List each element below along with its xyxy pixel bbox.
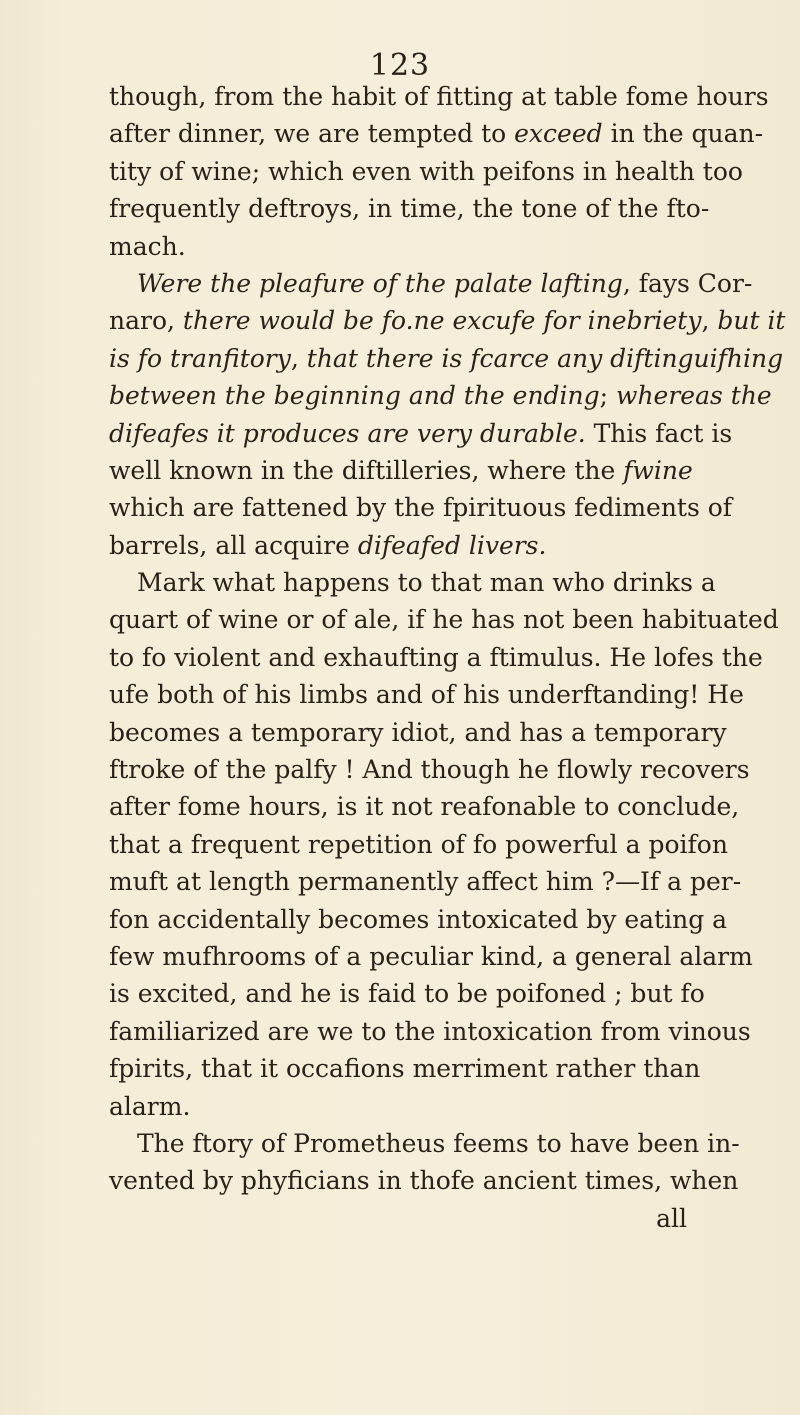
text-segment: , fays Cor- [622,268,753,298]
text-line [109,901,728,938]
italic-text-segment: fwine [623,455,693,485]
text-line [109,1088,689,1125]
text-segment: , [290,343,307,373]
text-line [109,78,769,115]
text-segment: familiarized are we to the intoxication from vinous [109,1016,751,1046]
text-segment: to fo violent and exhaufting a ftimulus. He lofes the [109,642,763,672]
text-segment: Mark what happens to that man who drinks a [137,568,716,598]
text-segment: mach. [109,231,186,261]
italic-text-segment: whereas the [616,381,772,411]
text-segment: becomes a temporary idiot, and has a temporary [109,717,727,747]
text-segment: frequently deftroys, in time, the tone of the fto- [109,194,710,224]
text-line [109,115,764,152]
text-segment: ; [599,381,617,411]
text-line [109,415,733,452]
text-segment: ftroke of the palfy ! And though he flowly recovers [109,755,750,785]
text-line [109,489,733,526]
text-line [109,302,786,339]
text-line [109,340,784,377]
text-line [109,1125,740,1162]
text-segment: quart of wine or of ale, if he has not been habituated [109,605,779,635]
text-segment: fpirits, that it occafions merriment rather than [109,1054,701,1084]
text-line [109,676,744,713]
catchword: all [656,1203,687,1233]
italic-text-segment: exceed [514,119,603,149]
text-line [109,938,753,975]
text-segment: barrels, all acquire [109,530,358,560]
italic-text-segment: Were the pleafure of the palate lafting [137,268,623,298]
text-line [109,639,763,676]
text-segment: tity of wine; which even with peifons in health too [109,156,743,186]
text-line [109,228,689,265]
text-line [109,975,705,1012]
text-line [109,153,743,190]
text-line [109,826,728,863]
text-segment: alarm. [109,1091,191,1121]
text-segment: vented by phyficians in thofe ancient times, when [109,1166,739,1196]
text-line [109,1050,701,1087]
text-line [109,452,693,489]
italic-text-segment: that there is fcarce any diftinguifhing [306,343,784,373]
text-line [109,601,779,638]
text-segment: naro, [109,306,183,336]
text-segment: in the quan- [602,119,764,149]
text-segment: well known in the diftilleries, where the [109,455,624,485]
text-line [109,714,727,751]
text-segment: is excited, and he is faid to be poifoned ; but fo [109,979,705,1009]
text-line [109,751,750,788]
italic-text-segment: between the beginning and the ending [109,381,600,411]
text-segment: The ftory of Prometheus feems to have been in- [137,1128,740,1158]
italic-text-segment: there would be fo.ne excufe for inebriety [182,306,702,336]
text-line [109,788,740,825]
body-text [109,78,786,1237]
text-segment: after dinner, we are tempted to [109,119,515,149]
text-segment: that a frequent repetition of fo powerful a poifon [109,829,728,859]
text-segment: which are fattened by the fpirituous fediments of [109,493,733,523]
text-line [109,527,689,564]
text-line [109,863,742,900]
text-segment: few mufhrooms of a peculiar kind, a general alarm [109,941,753,971]
text-line [109,1162,739,1199]
italic-text-segment: is fo tranfitory [109,343,291,373]
text-line [109,377,772,414]
text-segment: , [701,306,718,336]
italic-text-segment: difeafed livers. [357,530,547,560]
page-number: 123 [369,48,431,83]
text-segment: fon accidentally becomes intoxicated by eating a [109,904,728,934]
italic-text-segment: difeafes it produces are very durable. [109,418,586,448]
italic-text-segment: but it [717,306,786,336]
text-segment: ufe both of his limbs and of his underftanding! He [109,680,744,710]
text-segment: though, from the habit of fitting at table fome hours [109,82,769,111]
text-line [109,190,710,227]
text-line [109,265,753,302]
text-line [109,564,716,601]
text-segment: muft at length permanently affect him ?—If a per- [109,867,742,897]
text-segment: after fome hours, is it not reafonable to conclude, [109,792,740,822]
text-line [109,1013,751,1050]
text-segment: This fact is [585,418,733,448]
